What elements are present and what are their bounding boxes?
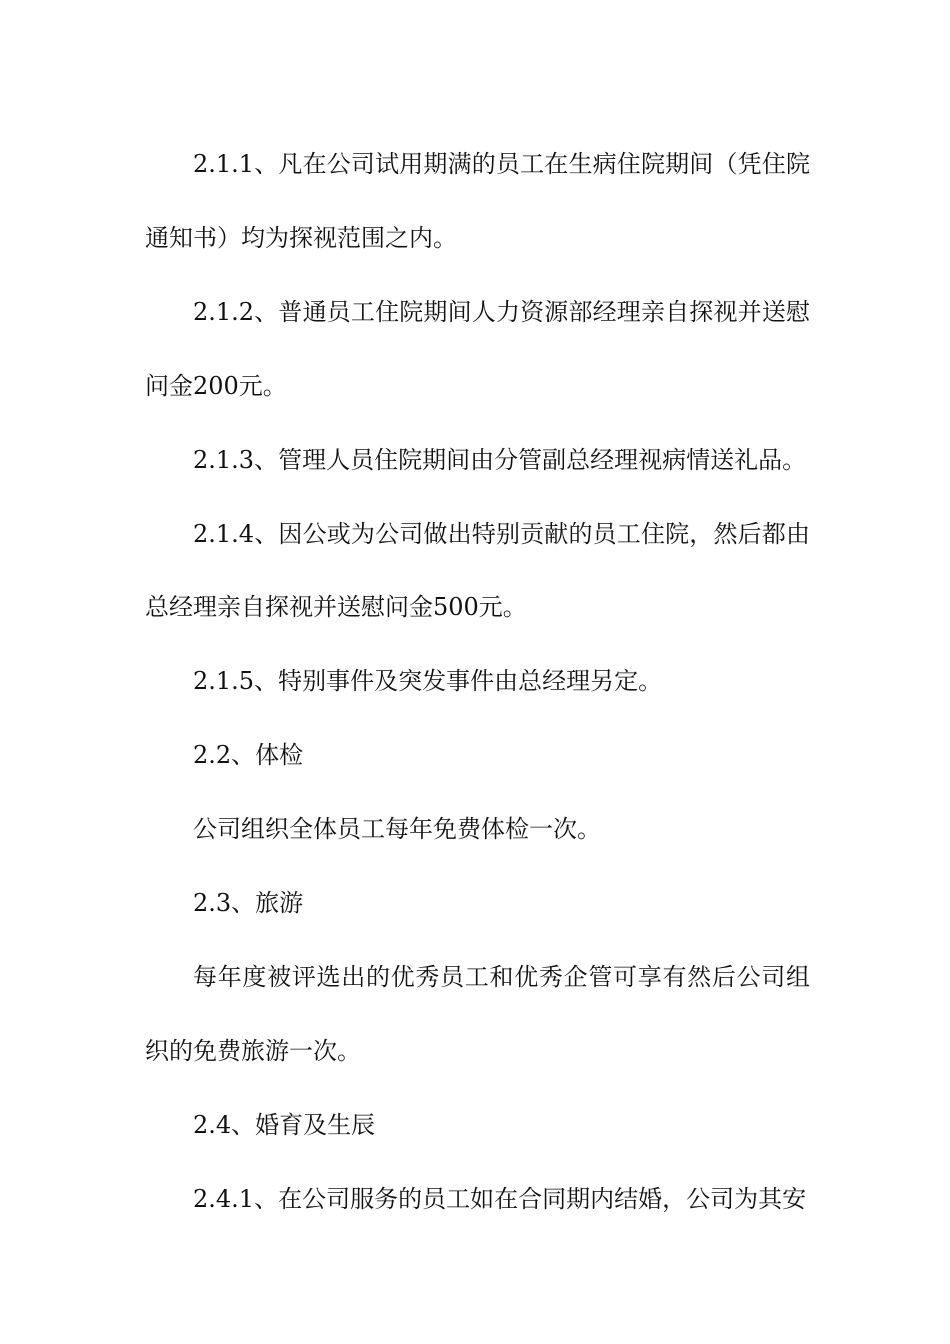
paragraph-2-1-5: 2.1.5、特别事件及突发事件由总经理另定。 xyxy=(193,667,663,696)
heading-2-3-travel: 2.3、旅游 xyxy=(193,889,304,918)
paragraph-2-1-1: 2.1.1、凡在公司试用期满的员工在生病住院期间（凭住院通知书）均为探视范围之内。 xyxy=(145,150,810,252)
heading-2-2-physical-exam: 2.2、体检 xyxy=(193,741,304,770)
paragraph-2-1-4: 2.1.4、因公或为公司做出特别贡献的员工住院，然后都由总经理亲自探视并送慰问金500元。 xyxy=(145,519,810,622)
paragraph-2-1-2: 2.1.2、普通员工住院期间人力资源部经理亲自探视并送慰问金200元。 xyxy=(145,297,810,400)
paragraph-2-1-3: 2.1.3、管理人员住院期间由分管副总经理视病情送礼品。 xyxy=(193,445,807,474)
document-body xyxy=(145,128,810,1237)
paragraph-travel: 每年度被评选出的优秀员工和优秀企管可享有然后公司组织的免费旅游一次。 xyxy=(145,962,810,1065)
paragraph-2-4-1: 2.4.1、在公司服务的员工如在合同期内结婚，公司为其安 xyxy=(193,1184,807,1213)
heading-2-4-marriage-birth: 2.4、婚育及生辰 xyxy=(193,1110,376,1139)
paragraph-physical-exam: 公司组织全体员工每年免费体检一次。 xyxy=(193,815,601,844)
